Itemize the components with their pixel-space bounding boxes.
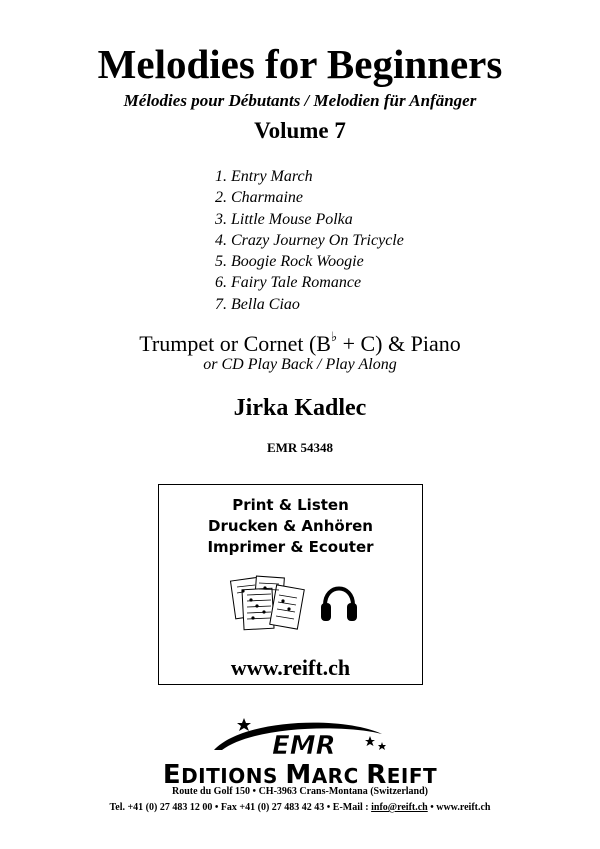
publisher-name: EDITIONS MARC REIFT <box>162 760 438 790</box>
track-item: 5. Boogie Rock Woogie <box>215 253 364 271</box>
headphones-icon <box>319 577 359 627</box>
playback-note: or CD Play Back / Play Along <box>203 356 397 373</box>
promo-line: Drucken & Anhören <box>208 517 373 535</box>
publisher-address: Route du Golf 150 • CH-3963 Crans-Montana (Switzerland) <box>172 786 428 797</box>
track-item: 1. Entry March <box>215 168 313 185</box>
instrumentation-after: + C) & Piano <box>337 331 461 356</box>
print-listen-box <box>158 484 423 685</box>
website-url[interactable]: www.reift.ch <box>230 655 351 680</box>
composer: Jirka Kadlec <box>233 395 367 421</box>
subtitle: Mélodies pour Débutants / Melodien für Anfänger <box>123 91 477 110</box>
publisher-contact: Tel. +41 (0) 27 483 12 00 • Fax +41 (0) 27 483 42 43 • E-Mail : info@reift.ch • www.reift.ch <box>109 802 491 813</box>
instrumentation <box>0 331 600 357</box>
track-item: 4. Crazy Journey On Tricycle <box>215 231 404 249</box>
track-item: 2. Charmaine <box>215 189 303 207</box>
flat-sign: ♭ <box>330 329 338 344</box>
star-icon <box>378 742 386 750</box>
track-list <box>215 166 404 315</box>
title: Melodies for Beginners <box>97 41 503 87</box>
sheet-music-icon <box>229 573 309 633</box>
logo-text: EMR <box>272 731 336 761</box>
star-icon <box>365 736 375 746</box>
promo-line: Imprimer & Ecouter <box>207 538 374 556</box>
star-icon <box>237 718 251 731</box>
emr-logo <box>204 716 394 764</box>
catalog-number: EMR 54348 <box>266 440 334 455</box>
track-item: 3. Little Mouse Polka <box>215 210 353 228</box>
email-link[interactable]: info@reift.ch <box>371 802 428 813</box>
promo-line: Print & Listen <box>232 496 349 514</box>
track-item: 6. Fairy Tale Romance <box>215 274 362 292</box>
volume: Volume 7 <box>254 118 346 143</box>
track-item: 7. Bella Ciao <box>215 295 300 313</box>
instrumentation-before: Trumpet or Cornet (B <box>139 331 331 356</box>
